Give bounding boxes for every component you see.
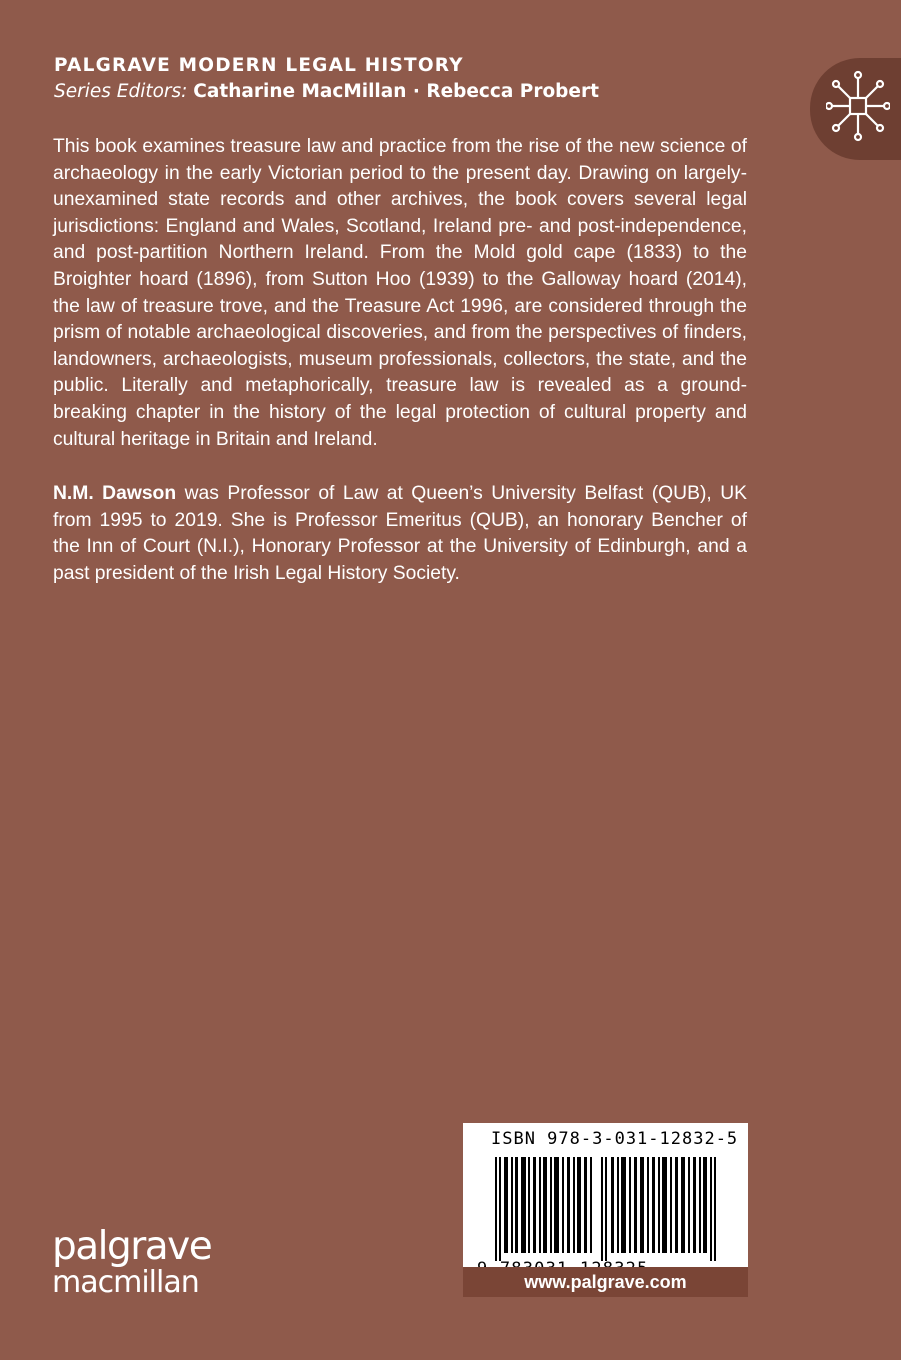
series-editors-names: Catharine MacMillan · Rebecca Probert: [193, 81, 599, 102]
author-bio-text: was Professor of Law at Queen’s University Belfast (QUB), UK from 1995 to 2019. She is Professor Emeritus (QUB), an honorary Bencher of the Inn of Court (N.I.), Honorary Professor at the University of Edinburgh, and a past president of the Irish Legal History Society.: [53, 483, 748, 584]
barcode-panel: [463, 1123, 748, 1297]
publisher-logo-line2: macmillan: [52, 1265, 199, 1300]
publisher-logo-line1: palgrave: [52, 1224, 212, 1269]
publisher-logo: [52, 1224, 212, 1300]
network-star-icon: [826, 68, 890, 144]
series-title: PALGRAVE MODERN LEGAL HISTORY: [54, 55, 464, 76]
barcode-icon: [477, 1157, 735, 1261]
publisher-url[interactable]: www.palgrave.com: [463, 1267, 748, 1297]
isbn-text: ISBN 978-3-031-12832-5: [491, 1129, 739, 1149]
series-header: [54, 54, 754, 105]
author-name: N.M. Dawson: [53, 483, 177, 504]
series-editors-prefix: Series Editors:: [54, 81, 188, 102]
author-bio: [53, 481, 747, 587]
series-editors: [54, 78, 754, 105]
series-emblem: [810, 58, 901, 160]
book-description: This book examines treasure law and practice from the rise of the new science of archaeology in the early Victorian period to the present day. Drawing on largely-unexamined state records and other archives, the book covers several legal jurisdictions: England and Wales, Scotland, Ireland pre- and post-independence, and post-partition Northern Ireland. From the Mold gold cape (1833) to the Broighter hoard (1896), from Sutton Hoo (1939) to the Galloway hoard (2014), the law of treasure trove, and the Treasure Act 1996, are considered through the prism of notable archaeological discoveries, and from the perspectives of finders, landowners, archaeologists, museum professionals, collectors, the state, and the public. Literally and metaphorically, treasure law is revealed as a ground-breaking chapter in the history of the legal protection of cultural property and cultural heritage in Britain and Ireland.: [53, 136, 747, 450]
